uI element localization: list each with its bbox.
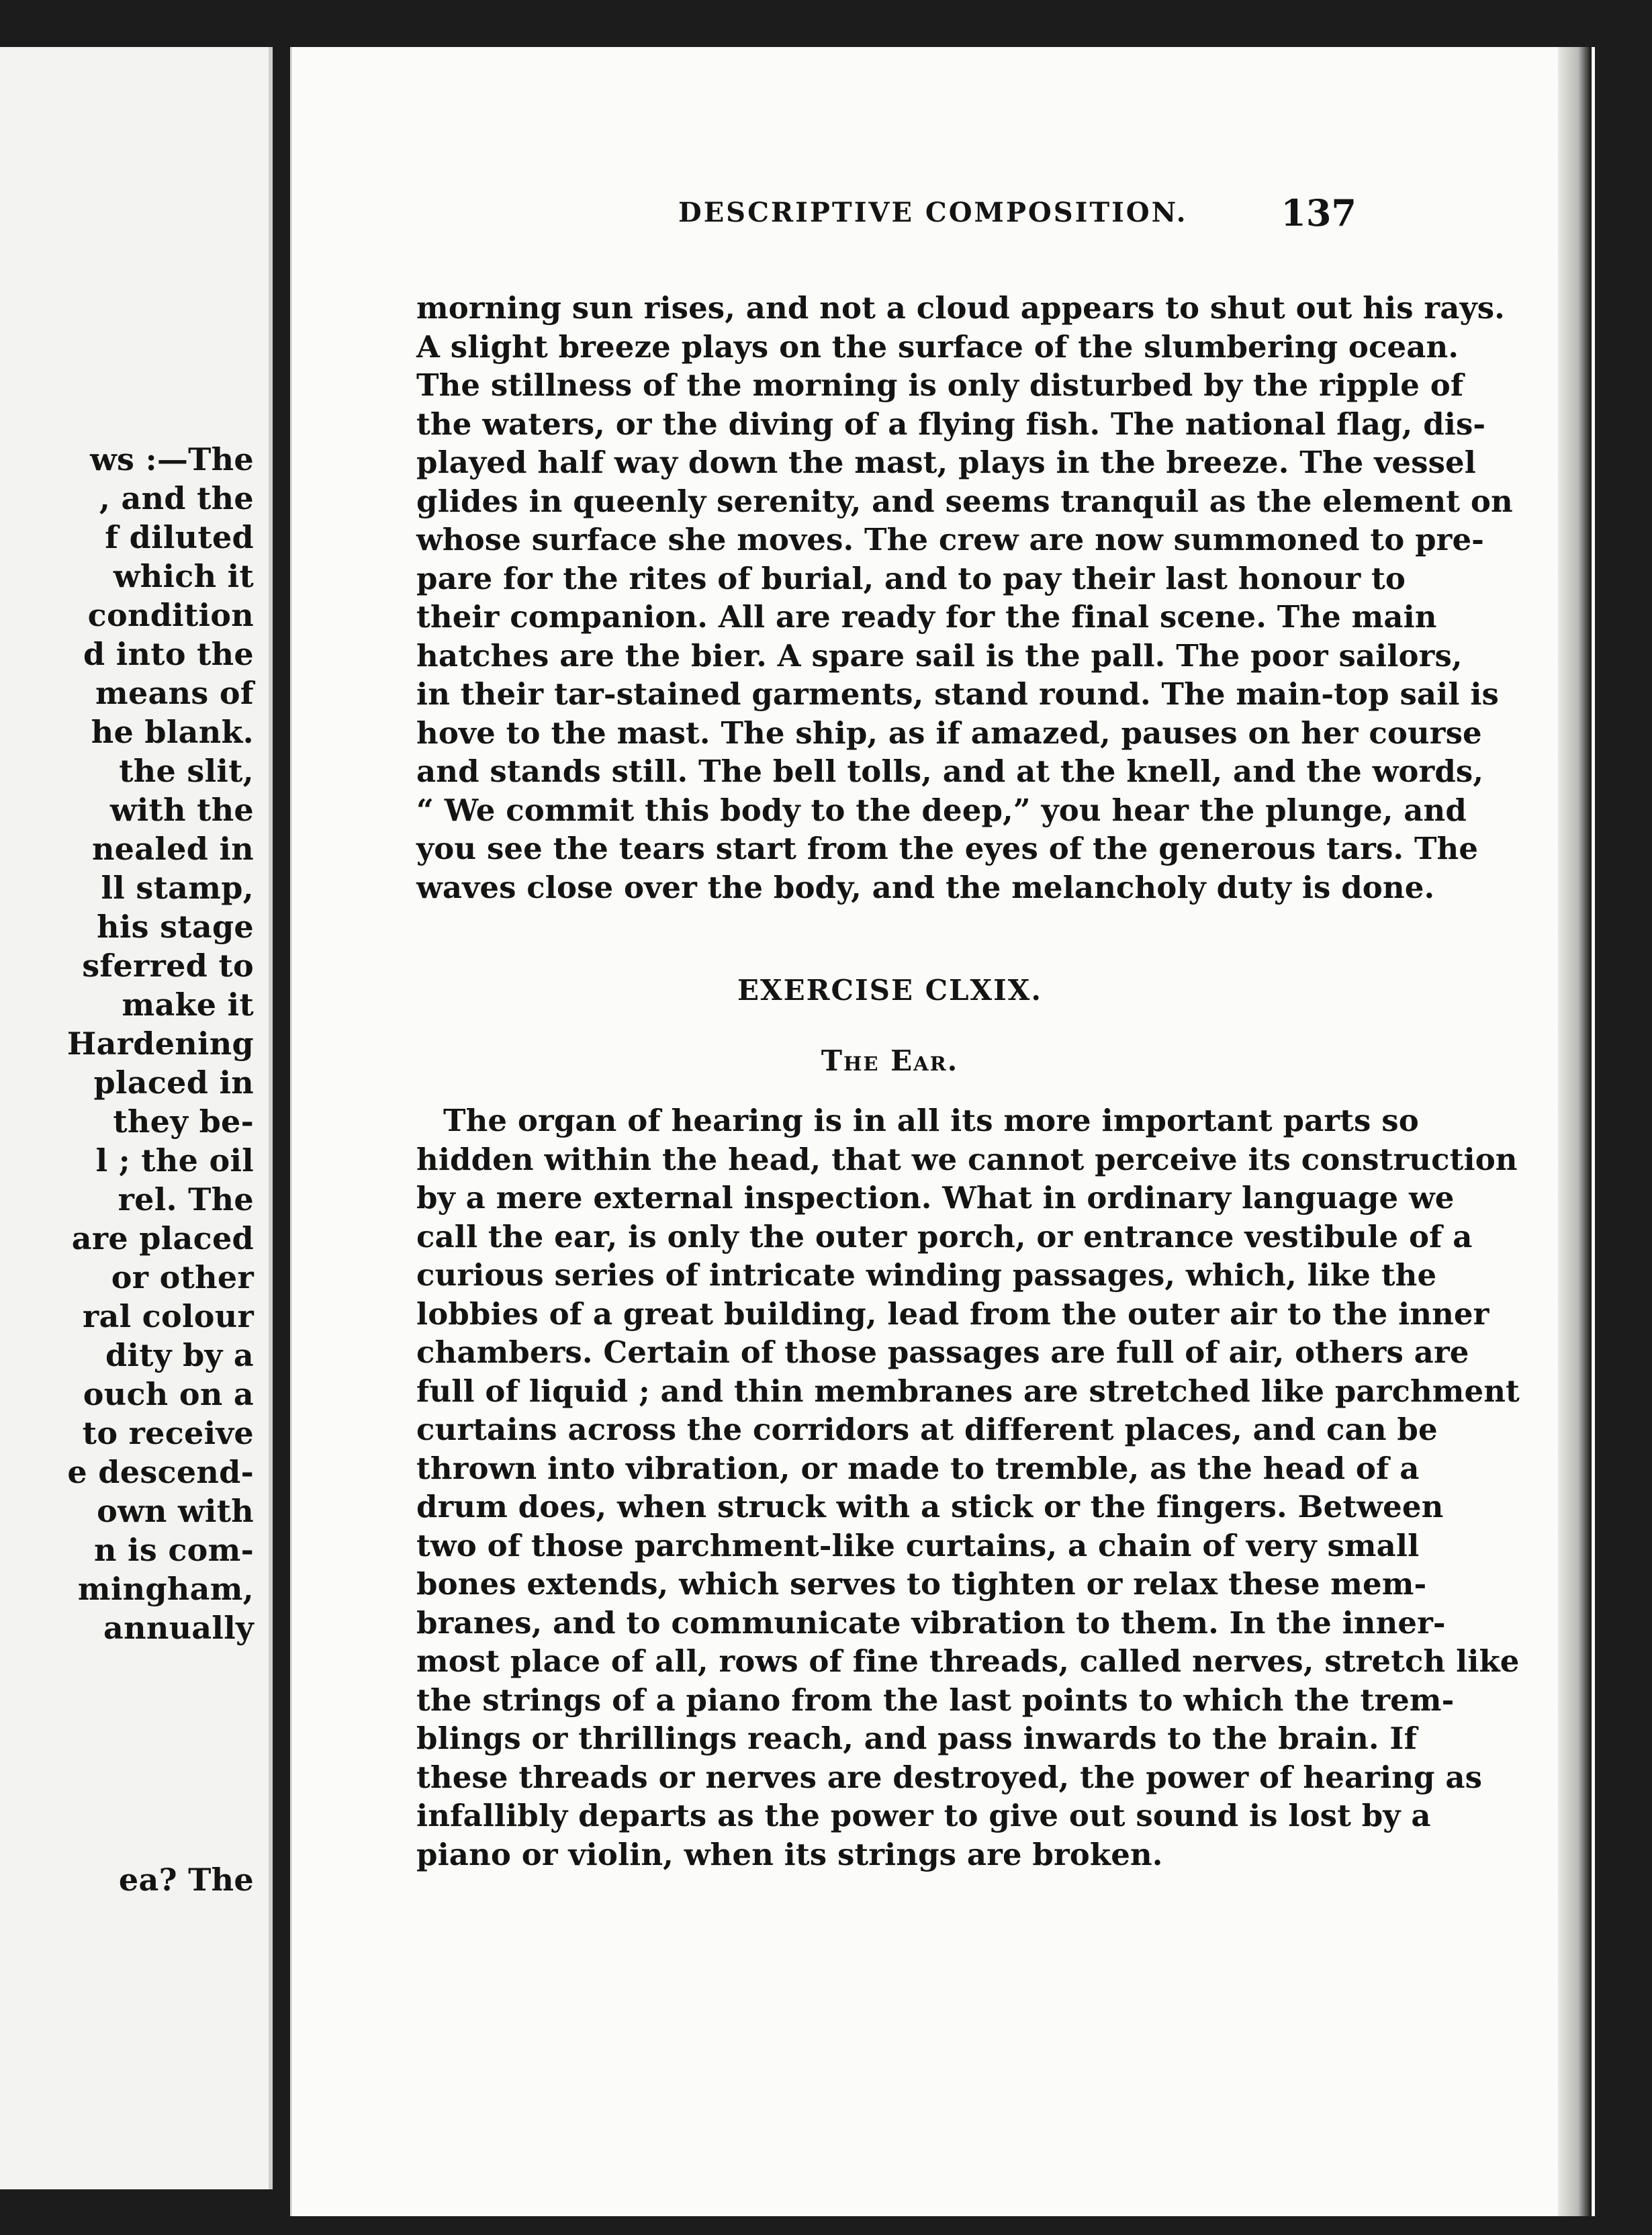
paragraph-funeral-at-sea (416, 289, 1513, 907)
left-page-line: rel. The (118, 1181, 254, 1218)
paragraph-the-ear (416, 1101, 1520, 1874)
text-line: lobbies of a great building, lead from the outer air to the inner (416, 1295, 1489, 1332)
left-page-line: nealed in (91, 831, 254, 867)
page-edge-shadow (1558, 47, 1592, 2216)
page-number: 137 (1281, 191, 1357, 234)
text-line: hidden within the head, that we cannot perceive its construction (416, 1141, 1518, 1177)
text-line: The organ of hearing is in all its more important parts so (443, 1103, 1419, 1138)
text-line: pare for the rites of burial, and to pay their last honour to (416, 560, 1406, 596)
text-line: and stands still. The bell tolls, and at the knell, and the words, (416, 754, 1484, 789)
text-line: two of those parchment-like curtains, a chain of very small (416, 1527, 1420, 1563)
text-line: glides in queenly serenity, and seems tranquil as the element on (416, 483, 1513, 519)
text-line: thrown into vibration, or made to tremble, as the head of a (416, 1450, 1420, 1486)
left-page-line: ea? The (118, 1862, 254, 1898)
left-page-line: they be- (113, 1103, 254, 1140)
left-page-line: the slit, (119, 753, 254, 789)
running-title: DESCRIPTIVE COMPOSITION. (678, 197, 1188, 228)
left-page-line: d into the (83, 636, 254, 672)
text-line: in their tar-stained garments, stand round. The main-top sail is (416, 676, 1499, 712)
text-line: piano or violin, when its strings are broken. (416, 1836, 1163, 1872)
left-page-line: ouch on a (83, 1376, 254, 1412)
left-page-line: make it (122, 987, 254, 1023)
left-page-line: ll stamp, (101, 870, 254, 906)
left-page-line: annually (103, 1610, 254, 1646)
text-line: curious series of intricate winding passages, which, like the (416, 1257, 1437, 1293)
left-page-line: ws :—The (90, 441, 254, 477)
text-line: you see the tears start from the eyes of the generous tars. The (416, 831, 1479, 866)
text-line: these threads or nerves are destroyed, the power of hearing as (416, 1759, 1483, 1795)
text-line: hatches are the bier. A spare sail is the pall. The poor sailors, (416, 637, 1463, 674)
text-line: morning sun rises, and not a cloud appears to shut out his rays. (416, 290, 1505, 326)
left-page-line: mingham, (77, 1571, 254, 1607)
text-line: the waters, or the diving of a flying fish. The national flag, dis- (416, 406, 1486, 442)
text-line: blings or thrillings reach, and pass inwards to the brain. If (416, 1721, 1418, 1756)
left-page-line: condition (87, 597, 254, 633)
left-page-line: are placed (71, 1220, 254, 1257)
text-line: drum does, when struck with a stick or the fingers. Between (416, 1489, 1444, 1524)
left-page-line: to receive (82, 1415, 254, 1451)
section-title: The Ear. (821, 1044, 959, 1077)
text-line: “ We commit this body to the deep,” you hear the plunge, and (416, 792, 1467, 828)
text-line: branes, and to communicate vibration to them. In the inner- (416, 1604, 1446, 1641)
text-line: played half way down the mast, plays in the breeze. The vessel (416, 445, 1476, 480)
left-page-line: means of (95, 675, 254, 711)
text-line: A slight breeze plays on the surface of the slumbering ocean. (416, 328, 1459, 365)
left-page-line: , and the (99, 480, 254, 516)
text-line: whose surface she moves. The crew are now summoned to pre- (416, 522, 1484, 557)
text-line: most place of all, rows of fine threads, called nerves, stretch like (416, 1643, 1520, 1679)
left-page-line: with the (109, 792, 254, 828)
left-page-line: placed in (93, 1064, 254, 1101)
left-page-line: which it (113, 558, 254, 594)
left-page-line: f diluted (105, 519, 254, 555)
exercise-heading: EXERCISE CLXIX. (737, 974, 1042, 1007)
left-page-line: Hardening (66, 1025, 254, 1062)
running-head (389, 191, 1370, 245)
left-page-line: l ; the oil (95, 1142, 254, 1179)
left-page-line: own with (97, 1493, 254, 1529)
left-page-line: n is com- (93, 1532, 254, 1568)
left-page-line: e descend- (67, 1454, 254, 1490)
text-line: full of liquid ; and thin membranes are stretched like parchment (416, 1373, 1520, 1409)
text-line: their companion. All are ready for the final scene. The main (416, 599, 1437, 635)
text-line: infallibly departs as the power to give out sound is lost by a (416, 1798, 1431, 1833)
text-line: curtains across the corridors at different places, and can be (416, 1412, 1438, 1447)
text-line: The stillness of the morning is only disturbed by the ripple of (416, 367, 1464, 403)
text-line: by a mere external inspection. What in ordinary language we (416, 1180, 1455, 1216)
text-line: chambers. Certain of those passages are full of air, others are (416, 1334, 1469, 1370)
left-page-line: he blank. (91, 714, 254, 750)
text-line: bones extends, which serves to tighten or relax these mem- (416, 1566, 1427, 1602)
left-page (0, 47, 273, 2189)
text-line: waves close over the body, and the melancholy duty is done. (416, 869, 1435, 905)
text-line: hove to the mast. The ship, as if amazed, pauses on her course (416, 715, 1482, 751)
left-page-line: or other (111, 1259, 254, 1295)
left-page-line: dity by a (105, 1337, 254, 1373)
left-page-line: sferred to (82, 948, 254, 984)
left-page-line: ral colour (82, 1298, 254, 1334)
text-line: the strings of a piano from the last points to which the trem- (416, 1682, 1455, 1718)
left-page-line: his stage (97, 909, 254, 945)
text-line: call the ear, is only the outer porch, or entrance vestibule of a (416, 1218, 1473, 1255)
